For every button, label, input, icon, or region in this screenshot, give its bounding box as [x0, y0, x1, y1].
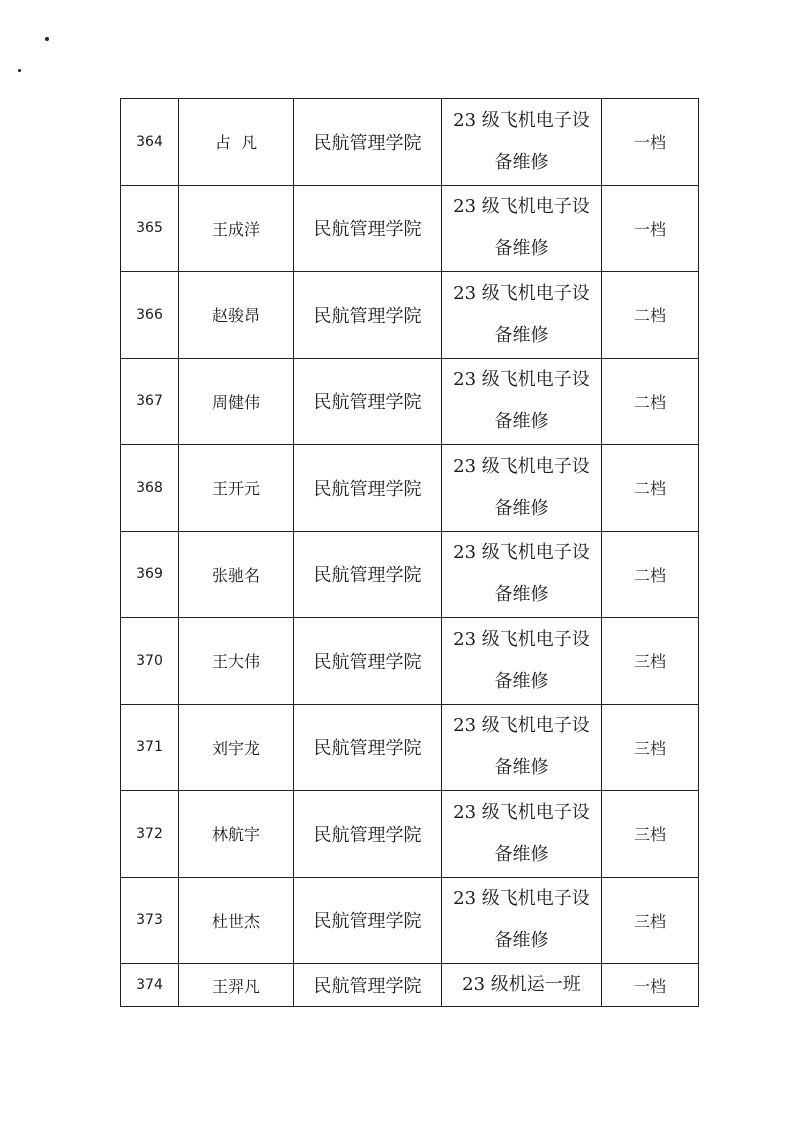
major-cell	[442, 272, 602, 359]
major-name: 23 级飞机电子设备维修	[453, 715, 590, 779]
college-name: 民航管理学院	[294, 618, 442, 705]
major-cell	[442, 964, 602, 1007]
row-number: 368	[121, 445, 179, 532]
major-name: 23 级飞机电子设备维修	[453, 369, 590, 433]
college-name: 民航管理学院	[294, 791, 442, 878]
row-number: 374	[121, 964, 179, 1007]
table-row	[121, 791, 699, 878]
major-name: 23 级飞机电子设备维修	[453, 455, 590, 519]
student-name: 赵骏昂	[179, 272, 294, 359]
student-name: 占 凡	[179, 99, 294, 186]
grade-level: 三档	[602, 791, 699, 878]
college-name: 民航管理学院	[294, 964, 442, 1007]
major-cell	[442, 791, 602, 878]
row-number: 369	[121, 531, 179, 618]
table-row	[121, 618, 699, 705]
major-name: 23 级飞机电子设备维修	[453, 801, 590, 865]
student-name: 林航宇	[179, 791, 294, 878]
grade-level: 一档	[602, 185, 699, 272]
table-row	[121, 358, 699, 445]
row-number: 366	[121, 272, 179, 359]
table-row	[121, 704, 699, 791]
row-number: 373	[121, 877, 179, 964]
college-name: 民航管理学院	[294, 185, 442, 272]
table-row	[121, 185, 699, 272]
grade-level: 一档	[602, 99, 699, 186]
major-cell	[442, 445, 602, 532]
grade-level: 二档	[602, 272, 699, 359]
student-name: 王开元	[179, 445, 294, 532]
major-cell	[442, 618, 602, 705]
major-name: 23 级飞机电子设备维修	[453, 282, 590, 346]
row-number: 372	[121, 791, 179, 878]
student-name: 王羿凡	[179, 964, 294, 1007]
student-name: 王成洋	[179, 185, 294, 272]
scan-speck-2	[18, 69, 21, 72]
table-row	[121, 445, 699, 532]
student-name: 杜世杰	[179, 877, 294, 964]
major-cell	[442, 185, 602, 272]
roster-table	[120, 98, 699, 1007]
student-name: 张驰名	[179, 531, 294, 618]
college-name: 民航管理学院	[294, 877, 442, 964]
major-name: 23 级飞机电子设备维修	[453, 109, 590, 173]
college-name: 民航管理学院	[294, 531, 442, 618]
college-name: 民航管理学院	[294, 99, 442, 186]
major-cell	[442, 99, 602, 186]
grade-level: 三档	[602, 877, 699, 964]
table-row	[121, 964, 699, 1007]
table-row	[121, 272, 699, 359]
major-cell	[442, 877, 602, 964]
college-name: 民航管理学院	[294, 272, 442, 359]
major-name: 23 级飞机电子设备维修	[453, 196, 590, 260]
table-row	[121, 531, 699, 618]
roster-body	[121, 99, 699, 1007]
college-name: 民航管理学院	[294, 358, 442, 445]
grade-level: 一档	[602, 964, 699, 1007]
major-name: 23 级机运一班	[462, 974, 581, 995]
row-number: 367	[121, 358, 179, 445]
college-name: 民航管理学院	[294, 445, 442, 532]
table-row	[121, 877, 699, 964]
scan-speck-1	[45, 37, 49, 41]
major-cell	[442, 704, 602, 791]
grade-level: 三档	[602, 618, 699, 705]
grade-level: 二档	[602, 445, 699, 532]
row-number: 370	[121, 618, 179, 705]
college-name: 民航管理学院	[294, 704, 442, 791]
row-number: 371	[121, 704, 179, 791]
row-number: 364	[121, 99, 179, 186]
row-number: 365	[121, 185, 179, 272]
major-cell	[442, 531, 602, 618]
major-name: 23 级飞机电子设备维修	[453, 888, 590, 952]
major-name: 23 级飞机电子设备维修	[453, 628, 590, 692]
grade-level: 二档	[602, 531, 699, 618]
major-name: 23 级飞机电子设备维修	[453, 542, 590, 606]
grade-level: 二档	[602, 358, 699, 445]
student-name: 刘宇龙	[179, 704, 294, 791]
major-cell	[442, 358, 602, 445]
student-name: 周健伟	[179, 358, 294, 445]
grade-level: 三档	[602, 704, 699, 791]
student-name: 王大伟	[179, 618, 294, 705]
table-row	[121, 99, 699, 186]
